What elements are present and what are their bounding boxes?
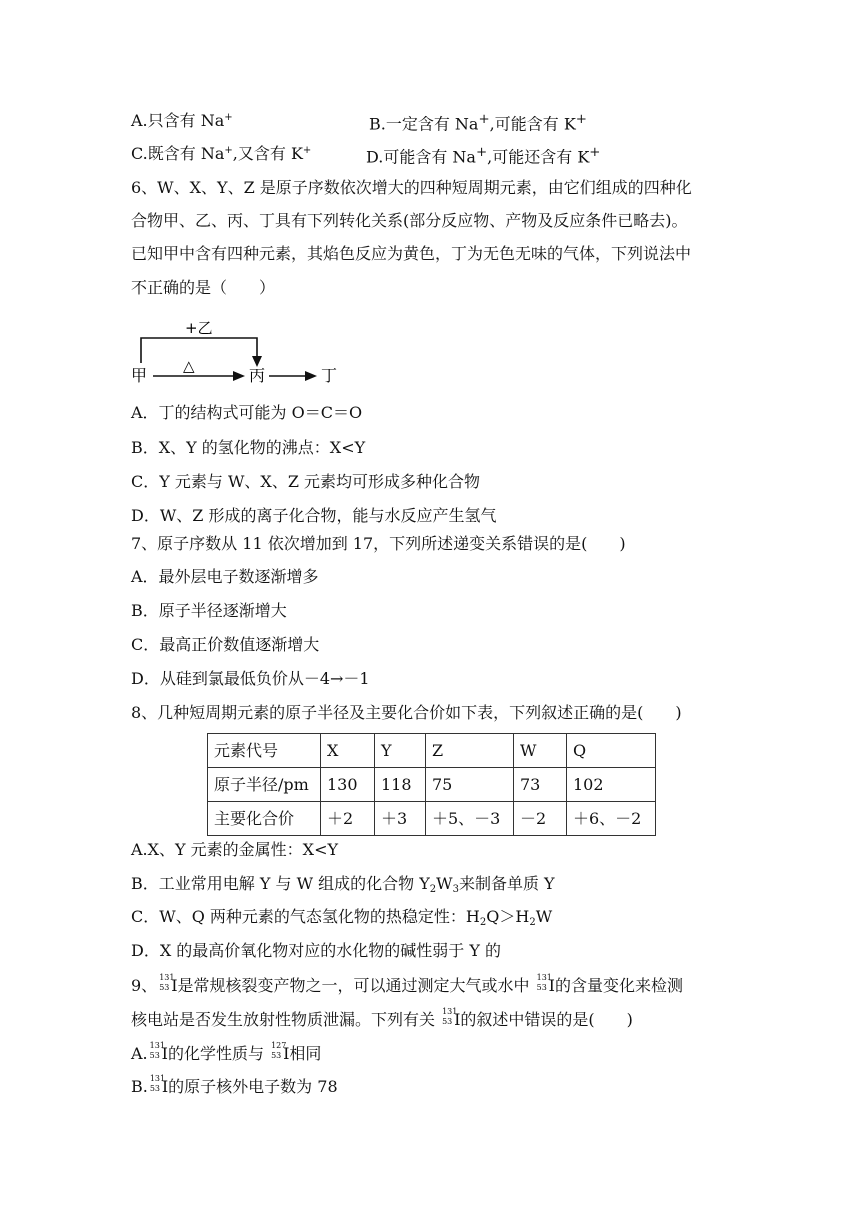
q6-stem-line2: 合物甲、乙、丙、丁具有下列转化关系(部分反应物、产物及反应条件已略去)。	[131, 211, 688, 230]
q5-option-d: D.可能含有 Na+,可能还含有 K+	[366, 145, 601, 167]
q6-option-c: C．Y 元素与 W、X、Z 元素均可形成多种化合物	[131, 472, 481, 491]
isotope-i131: 131 53	[149, 1041, 165, 1060]
table-row	[208, 802, 656, 836]
q7-option-c: C．最高正价数值逐渐增大	[131, 635, 320, 654]
table-cell: Z	[426, 734, 514, 768]
diagram-label-yi: +乙	[185, 319, 213, 337]
table-cell: ＋5、－3	[426, 802, 514, 836]
q8-option-d: D．X 的最高价氧化物对应的水化物的碱性弱于 Y 的	[131, 941, 502, 960]
reaction-diagram	[131, 318, 361, 393]
isotope-i127: 127 53	[271, 1041, 287, 1060]
q9-stem-line1: 9、 131 53 I是常规核裂变产物之一，可以通过测定大气或水中 131 53 I的含量变化来检测	[131, 973, 683, 995]
diagram-label-delta: △	[183, 357, 195, 375]
table-cell: －2	[514, 802, 567, 836]
q8-option-c: C．W、Q 两种元素的气态氢化物的热稳定性：$H_2Q>H_2W$	[131, 907, 553, 928]
q8-option-b: B．工业常用电解 Y 与 W 组成的化合物 $Y_2W_3$来制备单质 Y	[131, 874, 555, 895]
q6-option-b: B．X、Y 的氢化物的沸点：X<Y	[131, 438, 366, 457]
table-row	[208, 734, 656, 768]
diagram-label-ding: 丁	[321, 366, 338, 385]
isotope-i131: 131 53	[159, 973, 175, 992]
q9-option-b: B. 131 53 I的原子核外电子数为 78	[131, 1074, 338, 1096]
q6-stem-line4: 不正确的是（ ）	[131, 278, 276, 297]
q7-option-b: B．原子半径逐渐增大	[131, 601, 287, 620]
table-cell: 130	[321, 768, 375, 802]
table-cell: 102	[567, 768, 656, 802]
q6-stem-line1: 6、W、X、Y、Z 是原子序数依次增大的四种短周期元素，由它们组成的四种化	[131, 178, 692, 197]
diagram-top-path	[141, 338, 257, 363]
q6-option-d: D．W、Z 形成的离子化合物，能与水反应产生氢气	[131, 506, 497, 525]
q9-option-a: A. 131 53 I的化学性质与 127 53 I相同	[131, 1041, 322, 1063]
diagram-label-bing: 丙	[249, 366, 266, 385]
table-cell: 73	[514, 768, 567, 802]
table-cell: 主要化合价	[208, 802, 321, 836]
element-table	[207, 733, 656, 836]
q6-option-a: A．丁的结构式可能为 O＝C＝O	[131, 403, 363, 422]
isotope-i131: 131 53	[442, 1007, 458, 1026]
table-cell: W	[514, 734, 567, 768]
isotope-i131: 131 53	[149, 1074, 166, 1093]
diagram-arrowhead-1	[233, 371, 245, 381]
table-cell: ＋3	[375, 802, 426, 836]
diagram-label-jia: 甲	[131, 366, 148, 385]
table-cell: ＋6、－2	[567, 802, 656, 836]
table-cell: X	[321, 734, 375, 768]
table-cell: 75	[426, 768, 514, 802]
isotope-i131: 131 53	[536, 973, 552, 992]
q6-stem-line3: 已知甲中含有四种元素，其焰色反应为黄色，丁为无色无味的气体，下列说法中	[131, 244, 692, 263]
q5-option-c: C.既含有 Na+,又含有 K+	[131, 144, 312, 163]
q9-stem-line2: 核电站是否发生放射性物质泄漏。下列有关 131 53 I的叙述中错误的是( )	[131, 1007, 633, 1029]
q7-option-d: D．从硅到氯最低负价从－4→－1	[131, 669, 370, 688]
table-cell: Q	[567, 734, 656, 768]
q7-stem: 7、原子序数从 11 依次增加到 17，下列所述递变关系错误的是( )	[131, 534, 626, 553]
q5-option-a: A.只含有 Na+	[131, 111, 233, 130]
table-cell: Y	[375, 734, 426, 768]
q8-option-a: A.X、Y 元素的金属性：X<Y	[131, 840, 339, 859]
table-cell: 118	[375, 768, 426, 802]
table-cell: 元素代号	[208, 734, 321, 768]
q5-option-b: B.一定含有 Na+,可能含有 K+	[369, 112, 587, 134]
q7-option-a: A．最外层电子数逐渐增多	[131, 567, 319, 586]
table-row	[208, 768, 656, 802]
table-cell: ＋2	[321, 802, 375, 836]
table-cell: 原子半径/pm	[208, 768, 321, 802]
diagram-arrowhead-2	[305, 371, 317, 381]
q8-stem: 8、几种短周期元素的原子半径及主要化合价如下表，下列叙述正确的是( )	[131, 703, 682, 722]
